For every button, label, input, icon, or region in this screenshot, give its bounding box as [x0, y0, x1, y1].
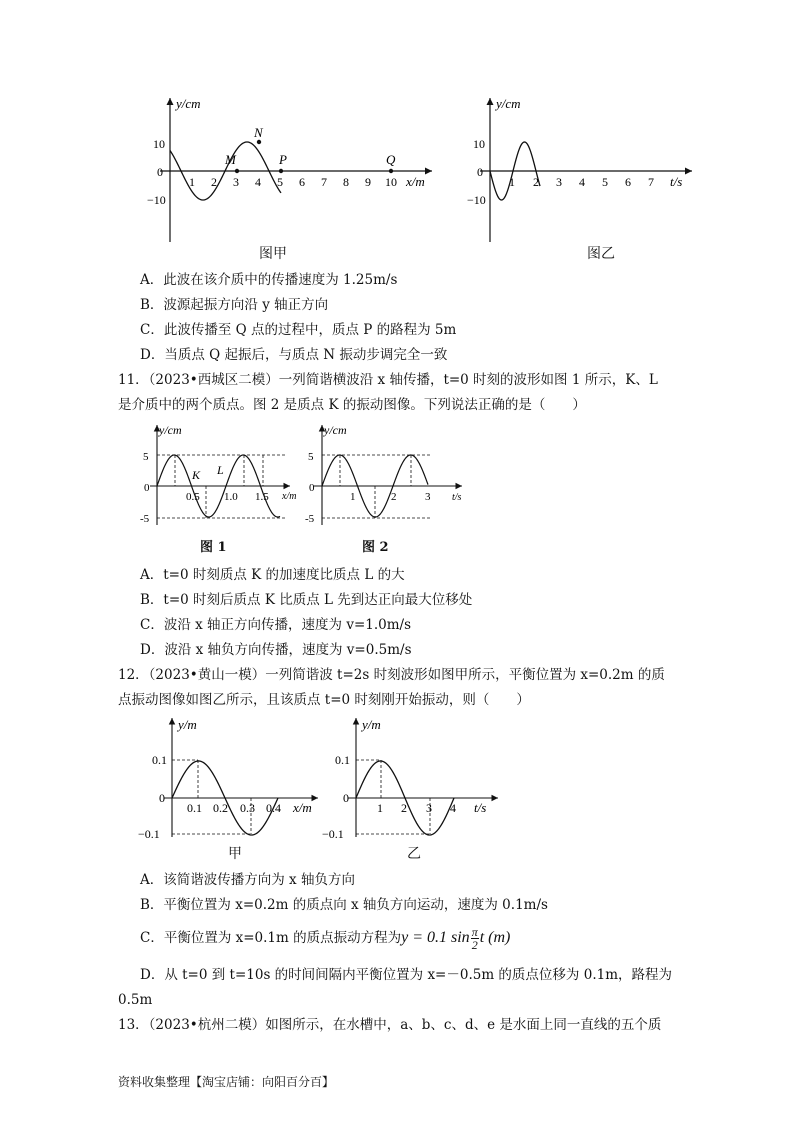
x-tick: 6 [625, 175, 631, 189]
x-tick: 1.5 [255, 491, 269, 503]
vibration-equation: y = 0.1 sin $\frac{\pi}{2}$ t (m) [401, 925, 511, 952]
x-tick: 1 [189, 175, 195, 189]
figure-caption: 甲 [228, 846, 242, 862]
x-tick: 6 [299, 175, 305, 189]
figure-caption: 乙 [407, 846, 421, 862]
question-stem: 13．（2023•杭州二模）如图所示，在水槽中，a、b、c、d、e 是水面上同一直线的五个质 [118, 1017, 662, 1033]
x-tick: 3 [425, 491, 431, 503]
q11-fig2 [302, 420, 472, 532]
question-stem: 12．（2023•黄山一模）一列简谐波 t=2s 时刻波形如图甲所示，平衡位置为 x=0.2m 的质 [118, 667, 665, 683]
option-c [140, 926, 510, 951]
x-tick: 0.4 [266, 801, 281, 815]
x-axis-label: x/m [406, 174, 425, 189]
x-tick: 1.0 [224, 491, 238, 503]
y-axis-label: y/cm [159, 423, 182, 437]
x-tick: 4 [450, 801, 456, 815]
option-b: B．t=0 时刻后质点 K 比质点 L 先到达正向最大位移处 [140, 592, 473, 608]
y-axis-label: y/m [178, 717, 197, 732]
q11-fig1 [140, 420, 305, 532]
point-label-K: K [192, 468, 201, 482]
option-a: A．该简谐波传播方向为 x 轴负方向 [140, 872, 355, 888]
option-d: D．当质点 Q 起振后，与质点 N 振动步调完全一致 [140, 347, 448, 363]
x-tick: 4 [255, 175, 261, 189]
x-tick: 5 [277, 175, 283, 189]
q10-fig-yi [467, 90, 710, 250]
point-label-P: P [279, 152, 287, 167]
y-tick: 0 [477, 165, 483, 179]
x-tick: 0.1 [187, 801, 202, 815]
x-tick: 0.3 [240, 801, 255, 815]
x-tick: 5 [602, 175, 608, 189]
q12-fig-jia [138, 712, 330, 841]
question-stem: 点振动图像如图乙所示，且该质点 t=0 时刻刚开始振动，则（ ） [118, 692, 530, 708]
y-tick: −0.1 [138, 827, 160, 841]
option-a: A．此波在该介质中的传播速度为 1.25m/s [140, 272, 398, 288]
x-tick: 2 [391, 491, 397, 503]
y-tick: 0 [157, 165, 163, 179]
figure-caption: 图 1 [200, 540, 227, 555]
option-a: A．t=0 时刻质点 K 的加速度比质点 L 的大 [140, 567, 405, 583]
y-axis-label: y/cm [324, 423, 347, 437]
y-tick: 10 [473, 137, 485, 151]
x-tick: 1 [350, 491, 356, 503]
y-tick: 0 [159, 791, 165, 805]
x-tick: 2 [533, 175, 539, 189]
y-axis-label: y/cm [496, 96, 521, 111]
x-tick: 1 [377, 801, 383, 815]
y-tick: 5 [143, 451, 149, 463]
y-tick: 10 [153, 137, 165, 151]
y-tick: −0.1 [322, 827, 344, 841]
x-tick: 2 [401, 801, 407, 815]
question-stem: 是介质中的两个质点。图 2 是质点 K 的振动图像。下列说法正确的是（ ） [118, 397, 586, 413]
y-tick: 0 [309, 482, 315, 494]
point-label-L: L [217, 463, 224, 477]
page-footer: 资料收集整理【淘宝店铺：向阳百分百】 [118, 1075, 335, 1089]
fraction: $\frac{\pi}{2}$ [471, 925, 478, 952]
option-c: C．此波传播至 Q 点的过程中，质点 P 的路程为 5m [140, 322, 457, 338]
point-label-Q: Q [386, 152, 396, 167]
x-tick: 8 [343, 175, 349, 189]
x-axis-label: x/m [282, 491, 297, 502]
point-label-M: M [225, 152, 236, 167]
x-tick: 7 [648, 175, 654, 189]
option-b: B．平衡位置为 x=0.2m 的质点向 x 轴负方向运动，速度为 0.1m/s [140, 897, 548, 913]
y-tick: 5 [308, 451, 314, 463]
x-tick: 2 [211, 175, 217, 189]
y-tick: -5 [140, 513, 150, 525]
x-tick: 0.2 [213, 801, 228, 815]
figure-caption: 图甲 [259, 246, 287, 262]
option-d-continued: 0.5m [118, 992, 153, 1008]
x-tick: 4 [579, 175, 585, 189]
x-tick: 10 [385, 175, 397, 189]
figure-caption: 图乙 [587, 246, 615, 262]
y-axis-label: y/m [362, 717, 381, 732]
x-axis-label: t/s [474, 800, 487, 815]
option-c: C．波沿 x 轴正方向传播，速度为 v=1.0m/s [140, 617, 412, 633]
x-tick: 9 [365, 175, 371, 189]
x-axis-label: t/s [670, 174, 683, 189]
y-tick: 0.1 [152, 753, 167, 767]
question-stem: 11．（2023•西城区二模）一列简谐横波沿 x 轴传播，t=0 时刻的波形如图 1 所示，K、L [118, 372, 658, 388]
point-label-N: N [254, 125, 263, 140]
y-tick: −10 [147, 193, 166, 207]
x-axis-label: t/s [452, 492, 462, 503]
option-b: B．波源起振方向沿 y 轴正方向 [140, 297, 329, 313]
x-tick: 1 [509, 175, 515, 189]
x-tick: 0.5 [186, 491, 200, 503]
x-tick: 7 [321, 175, 327, 189]
q10-fig-jia [147, 90, 450, 250]
x-tick: 3 [556, 175, 562, 189]
x-tick: 3 [233, 175, 239, 189]
q12-fig-yi [322, 712, 510, 841]
y-axis-label: y/cm [176, 96, 201, 111]
y-tick: 0 [343, 791, 349, 805]
y-tick: 0.1 [335, 753, 350, 767]
option-d: D．波沿 x 轴负方向传播，速度为 v=0.5m/s [140, 642, 412, 658]
y-tick: -5 [305, 513, 315, 525]
figure-caption: 图 2 [362, 540, 389, 555]
y-tick: −10 [467, 193, 486, 207]
option-d: D．从 t=0 到 t=10s 的时间间隔内平衡位置为 x=－0.5m 的质点位移为 0.1m，路程为 [140, 967, 672, 983]
x-axis-label: x/m [293, 800, 312, 815]
x-tick: 3 [426, 801, 432, 815]
option-c-text: C．平衡位置为 x=0.1m 的质点振动方程为 [140, 930, 402, 947]
y-tick: 0 [144, 482, 150, 494]
